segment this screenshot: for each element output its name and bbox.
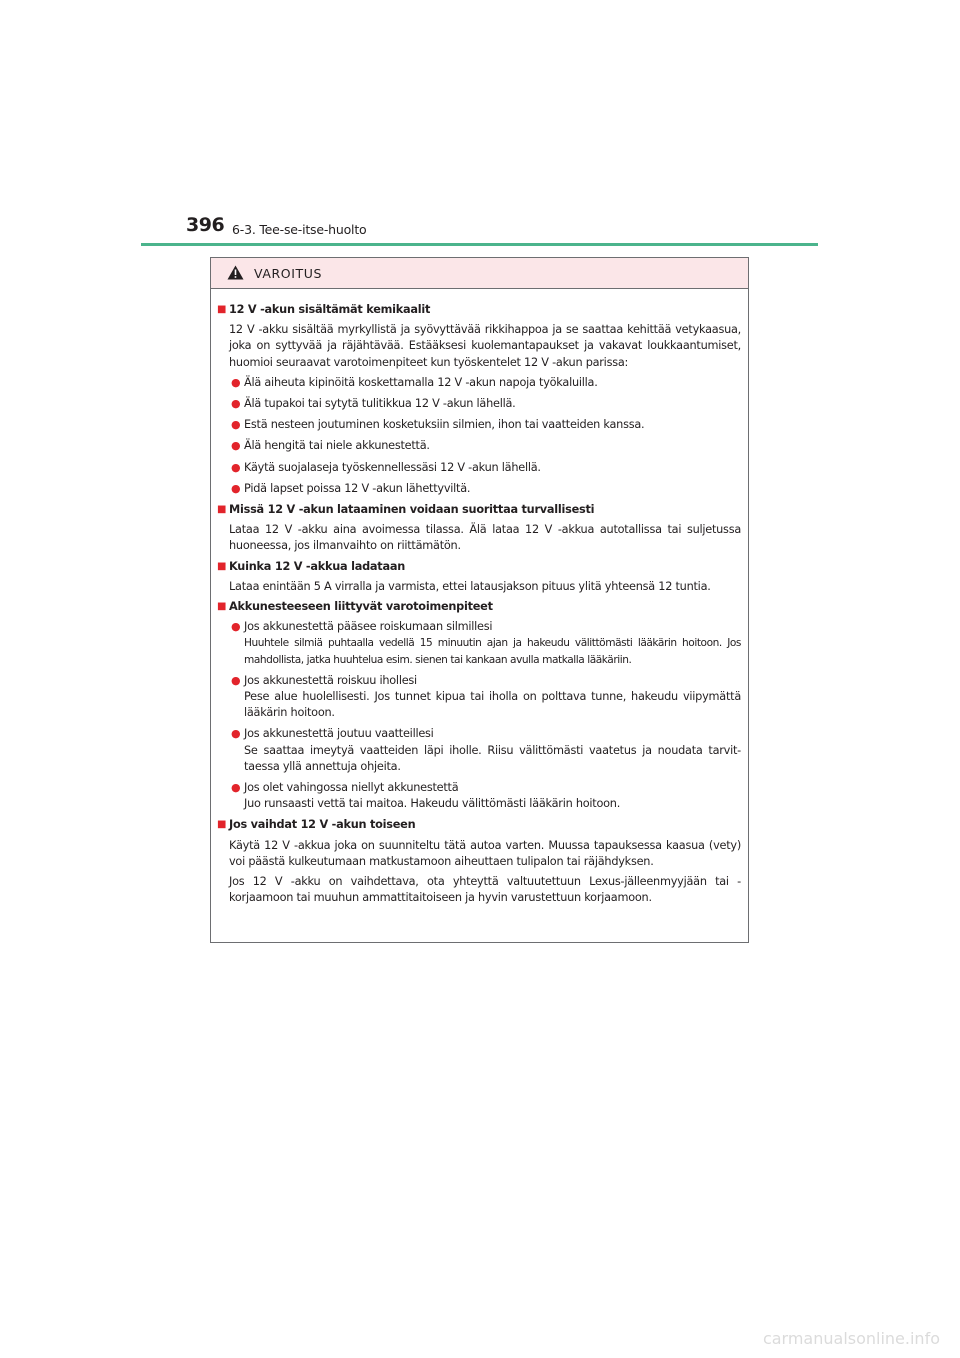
bullet-line: Käytä suojalaseja työskennellessäsi 12 V -akun lähellä. (244, 460, 541, 474)
page-number: 396 (186, 214, 225, 236)
section-heading-text: 12 V -akun sisältämät kemikaalit (229, 303, 431, 316)
warning-section (217, 817, 741, 906)
round-bullet-icon: ● (231, 375, 241, 389)
bullet-detail: Se saattaa imeytyä vaatteiden läpi iholle. Riisu välittömästi vaatetus ja noudata tarvit- taessa yllä annettuja ohjeita. (244, 743, 741, 773)
bullet-text (244, 460, 741, 476)
bullet-text (244, 396, 741, 412)
bullet-item (231, 396, 741, 412)
bullet-text (244, 417, 741, 433)
round-bullet-icon: ● (231, 673, 241, 687)
bullet-text (244, 673, 741, 722)
section-paragraph: Käytä 12 V -akkua joka on suunniteltu tätä autoa varten. Muussa tapauksessa kaasua (vety) voi päästä kulkeutumaan matkustamoon aiheuttaen tulipalon tai räjähdyksen. (229, 838, 741, 868)
header-divider (141, 243, 818, 246)
warning-section (217, 559, 741, 595)
square-bullet-icon: ■ (217, 304, 227, 315)
section-paragraph: Lataa 12 V -akku aina avoimessa tilassa. Älä lataa 12 V -akkua autotallissa tai suljetussa huoneessa, jos ilmanvaihto on riittämätön. (229, 523, 741, 553)
bullet-item (231, 673, 741, 722)
bullet-text (244, 619, 741, 668)
round-bullet-icon: ● (231, 620, 241, 634)
round-bullet-icon: ● (231, 460, 241, 474)
section-heading-text: Kuinka 12 V -akkua ladataan (229, 559, 405, 573)
bullet-text (244, 726, 741, 775)
bullet-text (244, 780, 741, 812)
bullet-line: Jos akkunestettä joutuu vaatteillesi (244, 727, 434, 741)
section-paragraph: Jos 12 V -akku on vaihdettava, ota yhteyttä valtuutettuun Lexus-jälleenmyyjään tai -korjaamoon tai muuhun ammattitaitoiseen ja hyvin varustettuun korjaamoon. (229, 875, 741, 905)
bullet-item (231, 481, 741, 497)
section-heading (217, 559, 741, 575)
square-bullet-icon: ■ (217, 560, 227, 572)
section-paragraph: Lataa enintään 5 A virralla ja varmista, ettei latausjakson pituus ylitä yhteensä 12 tuntia. (229, 579, 711, 593)
round-bullet-icon: ● (231, 781, 241, 795)
square-bullet-icon: ■ (217, 504, 227, 516)
bullet-item (231, 460, 741, 476)
round-bullet-icon: ● (231, 481, 241, 495)
warning-section (217, 302, 741, 497)
watermark: carmanualsonline.info (762, 1329, 940, 1348)
section-heading (217, 502, 741, 518)
square-bullet-icon: ■ (217, 819, 227, 831)
warning-body (211, 289, 748, 907)
warning-box (210, 257, 749, 943)
warning-section (217, 599, 741, 812)
bullet-item (231, 438, 741, 454)
section-heading (217, 599, 741, 615)
bullet-detail: Pese alue huolellisesti. Jos tunnet kipua tai iholla on polttava tunne, hakeudu viipymättä lääkärin hoitoon. (244, 690, 741, 720)
bullet-line: Estä nesteen joutuminen kosketuksiin silmien, ihon tai vaatteiden kanssa. (244, 418, 645, 432)
bullet-text (244, 375, 741, 391)
bullet-line: Pidä lapset poissa 12 V -akun lähettyviltä. (244, 481, 471, 495)
bullet-detail: Juo runsaasti vettä tai maitoa. Hakeudu välittömästi lääkärin hoitoon. (244, 797, 621, 811)
bullet-line: Älä tupakoi tai sytytä tulitikkua 12 V -akun lähellä. (244, 397, 516, 411)
section-heading (217, 817, 741, 833)
bullet-line: Älä aiheuta kipinöitä koskettamalla 12 V -akun napoja työkaluilla. (244, 375, 598, 389)
warning-title: VAROITUS (254, 266, 323, 281)
round-bullet-icon: ● (231, 439, 241, 453)
bullet-item (231, 780, 741, 812)
round-bullet-icon: ● (231, 727, 241, 741)
bullet-line: Älä hengitä tai niele akkunestettä. (244, 439, 430, 453)
bullet-item (231, 619, 741, 668)
bullet-text (244, 438, 741, 454)
warning-section (217, 502, 741, 555)
bullet-item (231, 417, 741, 433)
warning-triangle-icon (227, 265, 244, 284)
section-heading-text: Missä 12 V -akun lataaminen voidaan suorittaa turvallisesti (229, 503, 595, 517)
bullet-item (231, 726, 741, 775)
bullet-text (244, 481, 741, 497)
section-title: 6-3. Tee-se-itse-huolto (232, 222, 367, 237)
section-heading (217, 302, 741, 318)
round-bullet-icon: ● (231, 418, 241, 432)
bullet-item (231, 375, 741, 391)
section-heading-text: Jos vaihdat 12 V -akun toiseen (229, 818, 416, 832)
section-heading-text: Akkunesteeseen liittyvät varotoimenpiteet (229, 600, 493, 614)
bullet-detail: Huuhtele silmiä puhtaalla vedellä 15 minuutin ajan ja hakeudu välittömästi lääkärin hoitoon. Jos mahdollista, jatka huuhtelua esim. sienen tai kankaan avulla matkalla lääkäriin. (244, 637, 741, 666)
section-paragraph: 12 V -akku sisältää myrkyllistä ja syövyttävää rikkihappoa ja se saattaa kehittää vetykaasua, joka on syttyvää ja räjähtävää. Estääksesi kuolemantapaukset ja vakavat loukkaantumiset, huomioi seuraavat varotoimenpiteet kun työskentelet 12 V -akun parissa: (229, 323, 741, 369)
bullet-line: Jos akkunestettä pääsee roiskumaan silmillesi (244, 620, 493, 634)
bullet-line: Jos akkunestettä roiskuu ihollesi (244, 673, 417, 687)
bullet-line: Jos olet vahingossa niellyt akkunestettä (244, 781, 459, 795)
warning-header (211, 258, 748, 289)
square-bullet-icon: ■ (217, 601, 227, 613)
round-bullet-icon: ● (231, 397, 241, 411)
